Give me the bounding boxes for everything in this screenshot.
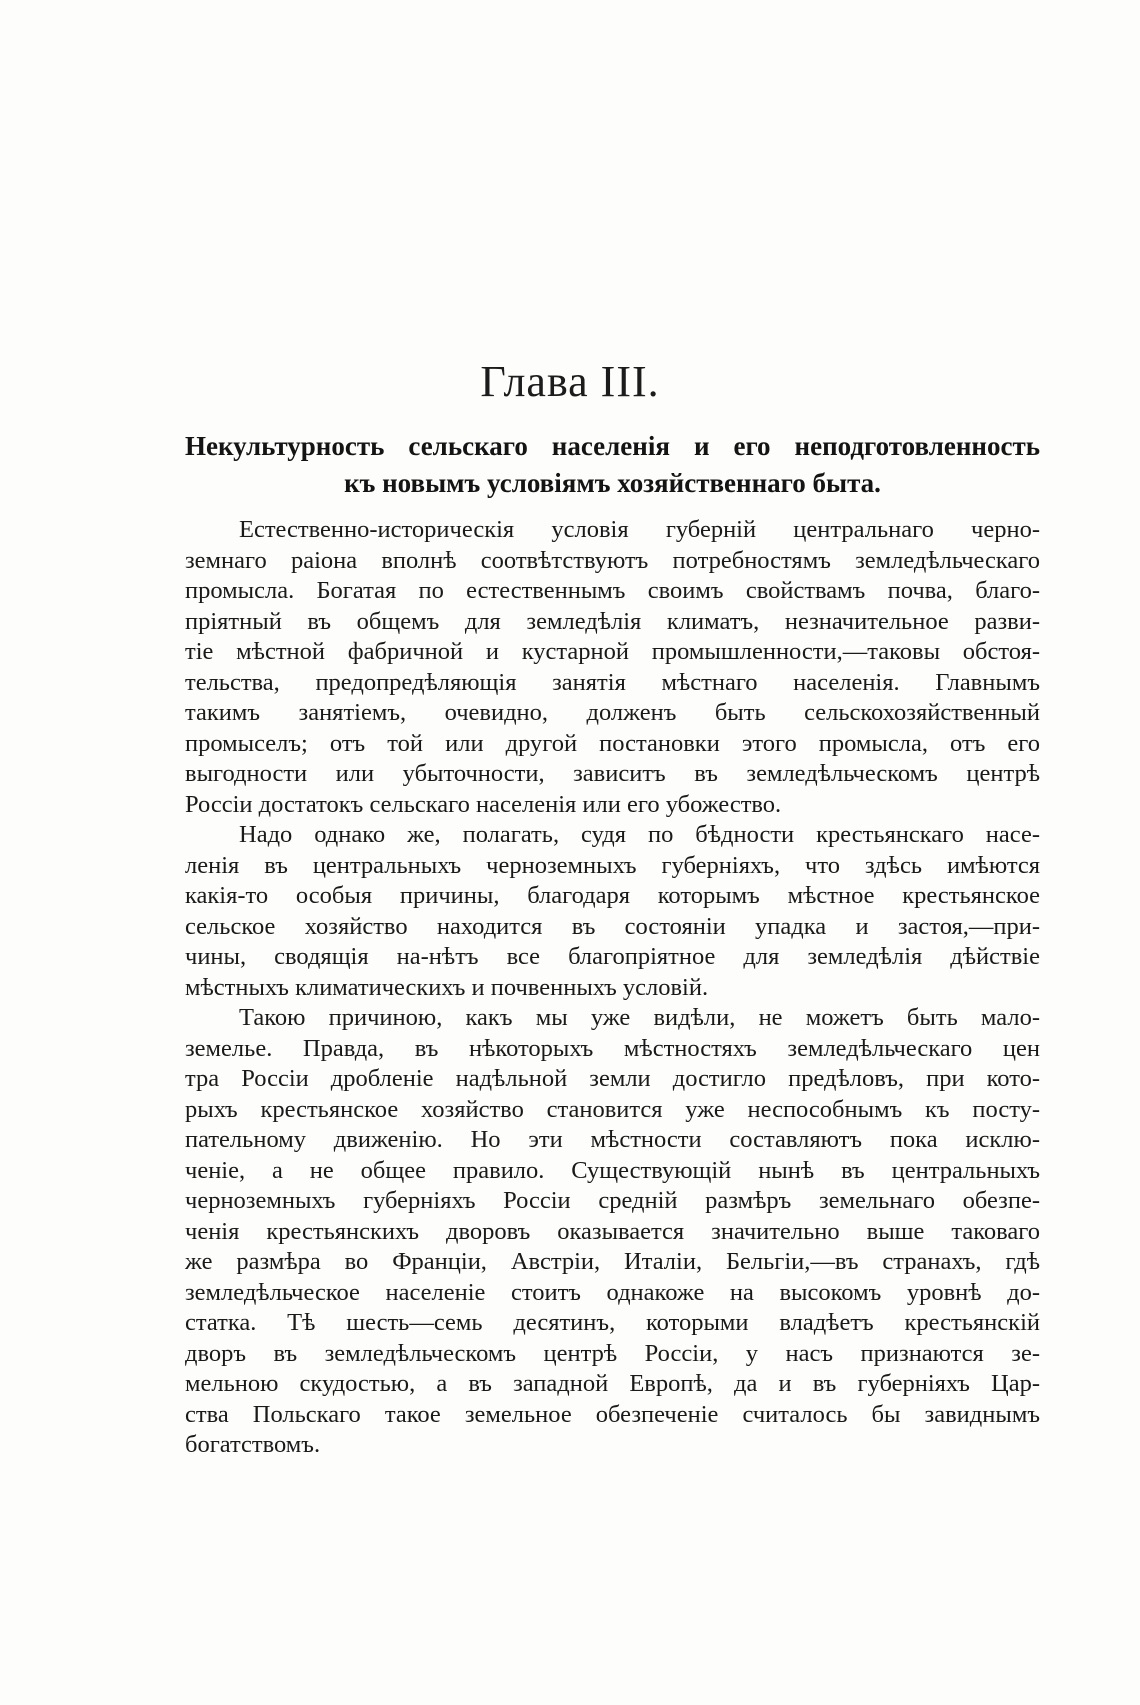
- text-line: тра Россіи дробленіе надѣльной земли достигло предѣловъ, при кото-: [185, 1065, 1040, 1092]
- text-line: земнаго раіона вполнѣ соотвѣтствуютъ потребностямъ земледѣльческаго: [185, 546, 1040, 574]
- text-line: земледѣльческое населеніе стоитъ однакоже на высокомъ уровнѣ до-: [185, 1278, 1040, 1306]
- text-line: ства Польскаго такое земельное обезпеченіе считалось бы завиднымъ: [185, 1400, 1040, 1428]
- text-line: богатствомъ.: [185, 1431, 321, 1458]
- text-line: сельское хозяйство находится въ состояніи упадка и застоя,—при-: [185, 912, 1040, 940]
- chapter-title: Глава III.: [480, 357, 660, 406]
- text-line: чины, сводящія на-нѣтъ все благопріятное для земледѣлія дѣйствіе: [185, 943, 1040, 970]
- text-line: пательному движенію. Но эти мѣстности составляютъ пока исклю-: [185, 1126, 1040, 1153]
- paragraph-2: [185, 820, 1040, 1003]
- text-line: ленія въ центральныхъ черноземныхъ губерніяхъ, что здѣсь имѣются: [185, 851, 1040, 879]
- text-line: дворъ въ земледѣльческомъ центрѣ Россіи, у насъ признаются зе-: [185, 1339, 1040, 1367]
- text-line: Надо однако же, полагать, судя по бѣдности крестьянскаго насе-: [239, 821, 1040, 848]
- text-line: выгодности или убыточности, зависитъ въ земледѣльческомъ центрѣ: [185, 760, 1040, 787]
- text-line: промыселъ; отъ той или другой постановки этого промысла, отъ его: [185, 729, 1040, 757]
- text-line: промысла. Богатая по естественнымъ своимъ свойствамъ почва, благо-: [185, 577, 1040, 604]
- text-line: пріятный въ общемъ для земледѣлія климатъ, незначительное разви-: [185, 607, 1040, 635]
- text-line: Такою причиною, какъ мы уже видѣли, не можетъ быть мало-: [239, 1004, 1040, 1031]
- text-line: черноземныхъ губерніяхъ Россіи средній размѣръ земельнаго обезпе-: [185, 1187, 1040, 1214]
- text-line: какія-то особыя причины, благодаря которымъ мѣстное крестьянское: [185, 882, 1040, 909]
- text-line: Россіи достатокъ сельскаго населенія или его убожество.: [185, 790, 782, 818]
- text-line: ченіе, а не общее правило. Существующій нынѣ въ центральныхъ: [185, 1156, 1040, 1184]
- text-line: Естественно-историческія условія губерній центральнаго черно-: [239, 516, 1040, 543]
- text-line: земелье. Правда, въ нѣкоторыхъ мѣстностяхъ земледѣльческаго цен: [185, 1034, 1040, 1062]
- text-line: статка. Тѣ шесть—семь десятинъ, которыми владѣетъ крестьянскій: [185, 1309, 1040, 1336]
- paragraph-1: [185, 515, 1040, 820]
- text-line: такимъ занятіемъ, очевидно, долженъ быть сельскохозяйственный: [185, 699, 1040, 726]
- chapter-subtitle-line-1: Некультурность сельскаго населенія и его неподготовленность: [185, 431, 1040, 461]
- text-line: тельства, предопредѣляющія занятія мѣстнаго населенія. Главнымъ: [185, 668, 1040, 696]
- text-line: мѣстныхъ климатическихъ и почвенныхъ условій.: [185, 973, 709, 1001]
- text-line: мельною скудостью, а въ западной Европѣ, да и въ губерніяхъ Цар-: [185, 1370, 1040, 1397]
- paragraph-3: [185, 1003, 1040, 1461]
- chapter-subtitle-line-2: къ новымъ условіямъ хозяйственнаго быта.: [344, 468, 881, 498]
- text-line: рыхъ крестьянское хозяйство становится уже неспособнымъ къ посту-: [185, 1095, 1040, 1123]
- body-text: [185, 515, 1040, 1461]
- text-line: ченія крестьянскихъ дворовъ оказывается значительно выше таковаго: [185, 1217, 1040, 1245]
- text-line: тіе мѣстной фабричной и кустарной промышленности,—таковы обстоя-: [185, 638, 1040, 665]
- text-line: же размѣра во Франціи, Австріи, Италіи, Бельгіи,—въ странахъ, гдѣ: [185, 1248, 1040, 1275]
